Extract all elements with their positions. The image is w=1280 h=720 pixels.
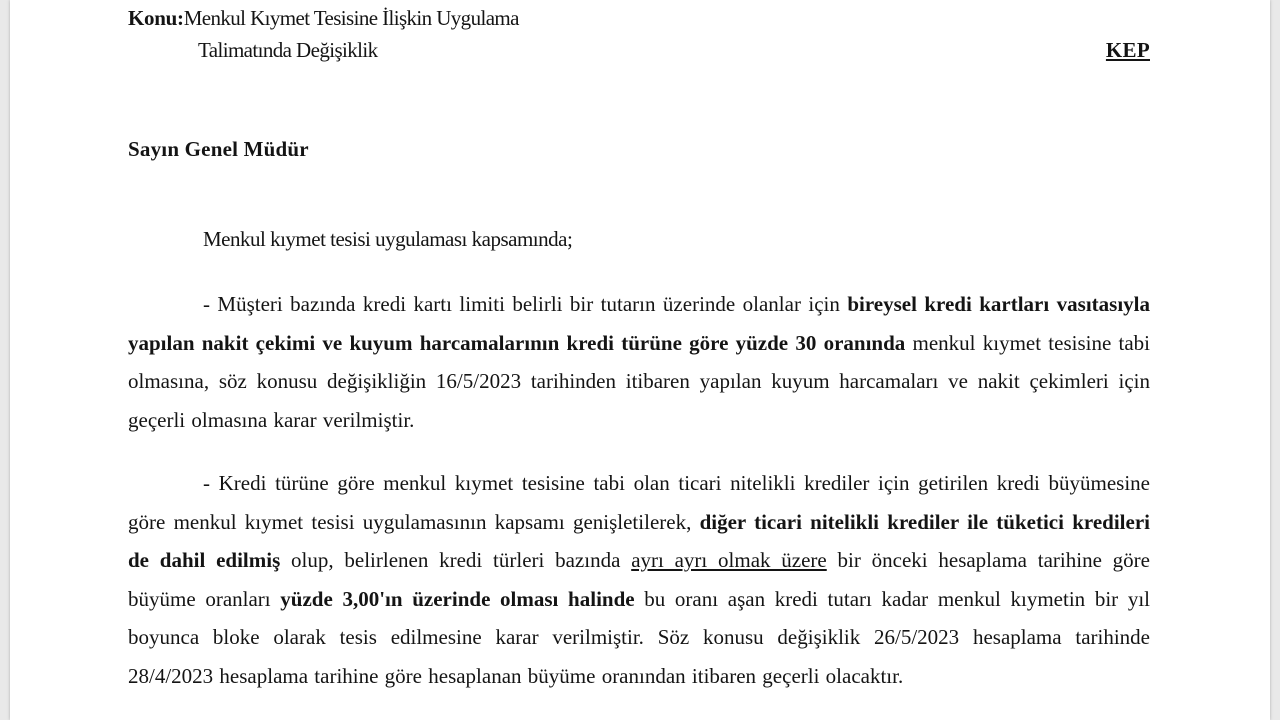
document-page <box>10 0 1270 720</box>
paragraph-2-bold-a: diğer ticari nitelikli krediler ile tüketici kredileri de dahil edilmiş <box>128 509 1150 572</box>
paragraph-2-text-d: bu oranı aşan kredi tutarı kadar menkul kıymetin bir yıl boyunca bloke olarak tesis edilmesine karar verilmiştir. Söz konusu değişiklik 26/5/2023 hesaplama tarihinde 28/4/2023 hesaplama tarihine göre hesaplanan büyüme oranından itibaren geçerli olacaktır. <box>128 586 1150 688</box>
paragraph-2-underlined: ayrı ayrı olmak üzere <box>631 548 827 572</box>
intro-line: Menkul kıymet tesisi uygulaması kapsamında; <box>203 227 573 251</box>
subject-label: Konu: <box>128 6 184 30</box>
salutation: Sayın Genel Müdür <box>128 137 309 161</box>
subject-text-1: Menkul Kıymet Tesisine İlişkin Uygulama <box>183 6 519 30</box>
letter-body <box>128 0 1150 720</box>
paragraph-1 <box>128 285 1150 439</box>
paragraph-2 <box>128 464 1150 695</box>
subject-line-1 <box>128 6 519 31</box>
delivery-method: KEP <box>1105 38 1150 62</box>
subject-text-2: Talimatında Değişiklik <box>198 38 378 62</box>
paragraph-2-bold-b: yüzde 3,00'ın üzerinde olması halinde <box>280 586 635 611</box>
paragraph-1-bold: bireysel kredi kartları vasıtasıyla yapılan nakit çekimi ve kuyum harcamalarının kredi türüne göre yüzde 30 oranında <box>128 292 1150 355</box>
subject-block <box>128 6 1150 66</box>
paragraph-1-text-a: - Müşteri bazında kredi kartı limiti belirli bir tutarın üzerinde olanlar için <box>203 292 848 316</box>
paragraph-2-text-c: bir önceki hesaplama tarihine göre büyüme oranları <box>128 548 1150 611</box>
paragraph-1-text-b: menkul kıymet tesisine tabi olmasına, söz konusu değişikliğin 16/5/2023 tarihinden itibaren yapılan kuyum harcamaları ve nakit çekimleri için geçerli olmasına karar verilmiştir. <box>128 330 1150 432</box>
paragraph-2-text-a: - Kredi türüne göre menkul kıymet tesisine tabi olan ticari nitelikli krediler için getirilen kredi büyümesine göre menkul kıymet tesisi uygulamasının kapsamı genişletilerek, <box>128 471 1150 534</box>
paragraph-2-text-b: olup, belirlenen kredi türleri bazında <box>280 548 632 572</box>
